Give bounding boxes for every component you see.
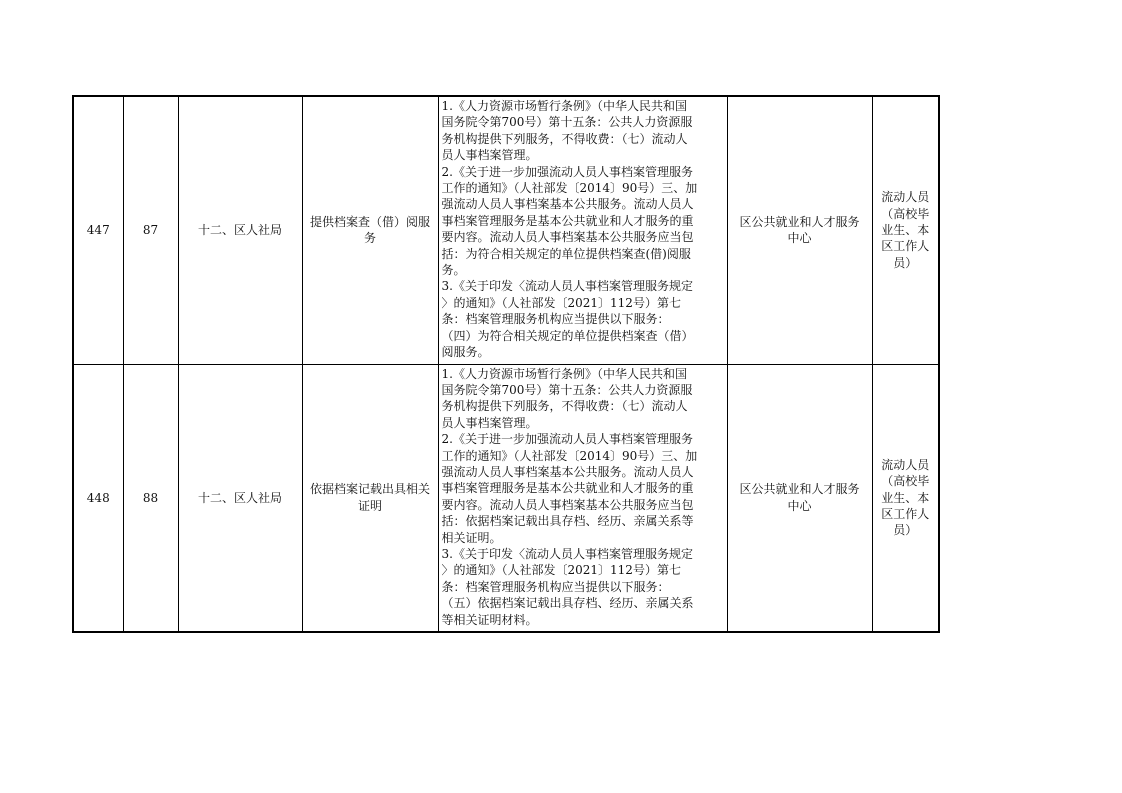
service-target-line: 业生、本 xyxy=(881,490,930,505)
legal-basis-line: 工作的通知》（人社部发〔2014〕90号）三、加 xyxy=(441,448,698,463)
agency-cell xyxy=(727,364,872,632)
service-item-line: 务 xyxy=(363,231,376,246)
row-seq-cell: 447 xyxy=(73,96,123,364)
legal-basis-line: 强流动人员人事档案基本公共服务。流动人员人 xyxy=(441,197,694,212)
agency-line: 中心 xyxy=(787,231,812,246)
legal-basis-line: 国务院令第700号）第十五条：公共人力资源服 xyxy=(441,115,693,130)
legal-basis-line: 3.《关于印发〈流动人员人事档案管理服务规定 xyxy=(441,546,693,561)
service-target-line: 员） xyxy=(893,523,918,538)
table-row xyxy=(73,96,939,364)
legal-basis-line: 条：档案管理服务机构应当提供以下服务： xyxy=(441,579,670,594)
legal-basis-line: 国务院令第700号）第十五条：公共人力资源服 xyxy=(441,382,693,397)
department-cell: 十二、区人社局 xyxy=(178,96,302,364)
legal-basis-line: 强流动人员人事档案基本公共服务。流动人员人 xyxy=(441,464,694,479)
service-item-line: 证明 xyxy=(357,498,382,513)
legal-basis-line: 事档案管理服务是基本公共就业和人才服务的重 xyxy=(441,213,694,228)
legal-basis-line: 括：为符合相关规定的单位提供档案查(借)阅服 xyxy=(441,246,691,261)
service-target-line: 员） xyxy=(893,255,918,270)
legal-basis-line: 3.《关于印发〈流动人员人事档案管理服务规定 xyxy=(441,279,693,294)
legal-basis-cell xyxy=(438,364,727,632)
legal-basis-line: 相关证明。 xyxy=(441,530,502,545)
legal-basis-line: 员人事档案管理。 xyxy=(441,415,538,430)
service-target-line: （高校毕 xyxy=(881,206,930,221)
service-item-line: 提供档案查（借）阅服 xyxy=(309,214,430,229)
legal-basis-line: 务机构提供下列服务，不得收费：（七）流动人 xyxy=(441,131,688,146)
service-target-line: 流动人员 xyxy=(881,457,930,472)
legal-basis-line: 括：依据档案记载出具存档、经历、亲属关系等 xyxy=(441,514,694,529)
service-target-line: 区工作人 xyxy=(881,239,930,254)
legal-basis-line: 条：档案管理服务机构应当提供以下服务： xyxy=(441,312,670,327)
legal-basis-line: 〉的通知》（人社部发〔2021〕112号）第七 xyxy=(441,295,681,310)
legal-basis-line: 1.《人力资源市场暂行条例》（中华人民共和国 xyxy=(441,99,687,113)
service-target-line: 区工作人 xyxy=(881,506,930,521)
service-target-line: （高校毕 xyxy=(881,474,930,489)
legal-basis-line: 要内容。流动人员人事档案基本公共服务应当包 xyxy=(441,497,694,512)
legal-basis-line: （五）依据档案记载出具存档、经历、亲属关系 xyxy=(441,596,694,611)
legal-basis-line: 〉的通知》（人社部发〔2021〕112号）第七 xyxy=(441,563,681,578)
service-list-table-page xyxy=(72,95,940,633)
legal-basis-line: 阅服务。 xyxy=(441,345,490,360)
service-target-line: 流动人员 xyxy=(881,190,930,205)
table-body xyxy=(73,96,939,632)
agency-line: 区公共就业和人才服务 xyxy=(739,482,860,497)
table-row xyxy=(73,364,939,632)
legal-basis-line: 员人事档案管理。 xyxy=(441,148,538,163)
agency-line: 中心 xyxy=(787,498,812,513)
service-target-cell xyxy=(872,364,939,632)
legal-basis-line: 务机构提供下列服务，不得收费：（七）流动人 xyxy=(441,399,688,414)
department-cell: 十二、区人社局 xyxy=(178,364,302,632)
service-target-cell xyxy=(872,96,939,364)
legal-basis-line: 2.《关于进一步加强流动人员人事档案管理服务 xyxy=(441,164,693,179)
legal-basis-line: 2.《关于进一步加强流动人员人事档案管理服务 xyxy=(441,432,693,447)
legal-basis-cell xyxy=(438,96,727,364)
legal-basis-line: 工作的通知》（人社部发〔2014〕90号）三、加 xyxy=(441,181,698,196)
legal-basis-line: 要内容。流动人员人事档案基本公共服务应当包 xyxy=(441,230,694,245)
legal-basis-line: 事档案管理服务是基本公共就业和人才服务的重 xyxy=(441,481,694,496)
legal-basis-line: 1.《人力资源市场暂行条例》（中华人民共和国 xyxy=(441,366,687,381)
service-list-table xyxy=(72,95,940,633)
legal-basis-line: 务。 xyxy=(441,263,466,278)
agency-cell xyxy=(727,96,872,364)
agency-line: 区公共就业和人才服务 xyxy=(739,214,860,229)
service-item-cell xyxy=(302,96,438,364)
row-sub-seq-cell: 88 xyxy=(123,364,178,632)
service-item-cell xyxy=(302,364,438,632)
service-item-line: 依据档案记载出具相关 xyxy=(309,482,430,497)
legal-basis-line: 等相关证明材料。 xyxy=(441,612,538,627)
service-target-line: 业生、本 xyxy=(881,223,930,238)
legal-basis-line: （四）为符合相关规定的单位提供档案查（借） xyxy=(441,328,694,343)
row-seq-cell: 448 xyxy=(73,364,123,632)
row-sub-seq-cell: 87 xyxy=(123,96,178,364)
